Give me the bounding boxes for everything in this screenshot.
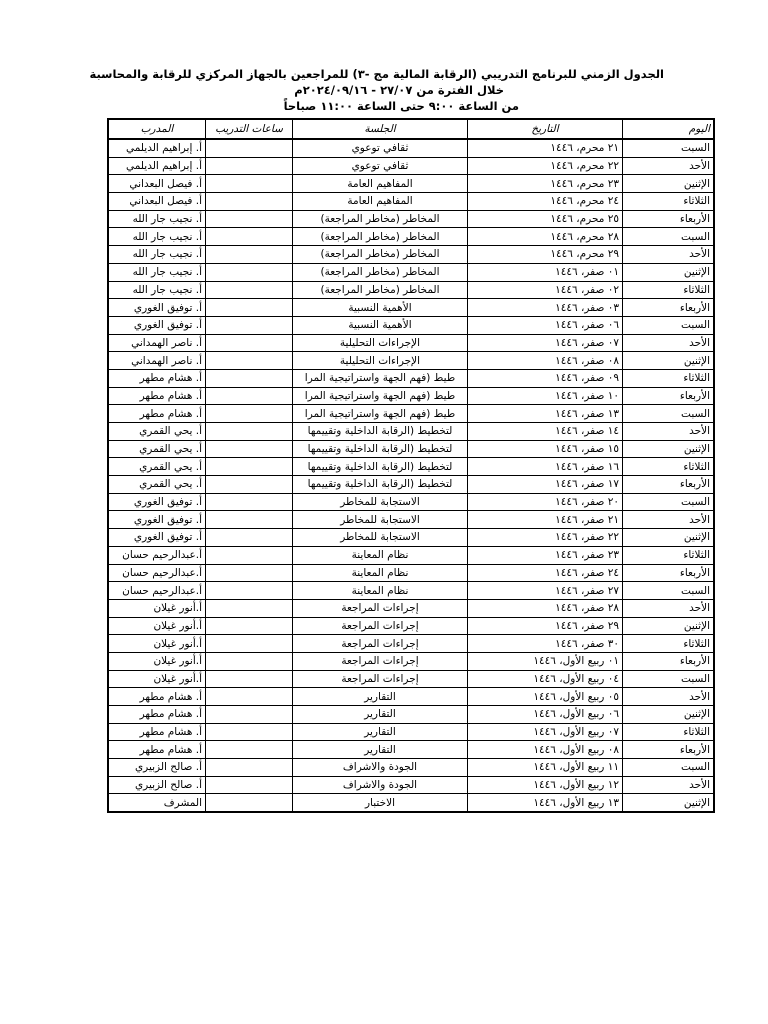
trainer-cell: أ. يحي القمري [108, 476, 206, 494]
day-cell: الإثنين [623, 263, 715, 281]
session-cell: إجراءات المراجعة [293, 670, 468, 688]
table-row [108, 670, 714, 688]
hours-cell [206, 193, 293, 211]
day-cell: الإثنين [623, 529, 715, 547]
date-cell: ٣٠ صفر، ١٤٤٦ [468, 635, 623, 653]
day-cell: الثلاثاء [623, 546, 715, 564]
session-cell: المخاطر (مخاطر المراجعة) [293, 281, 468, 299]
date-cell: ٢٠ صفر، ١٤٤٦ [468, 493, 623, 511]
date-cell: ٠٤ ربيع الأول، ١٤٤٦ [468, 670, 623, 688]
table-row [108, 423, 714, 441]
date-cell: ٠٦ صفر، ١٤٤٦ [468, 316, 623, 334]
trainer-cell: أ. ناصر الهمداني [108, 334, 206, 352]
date-cell: ٢٩ محرم، ١٤٤٦ [468, 246, 623, 264]
session-cell: لتخطيط (الرقابة الداخلية وتقييمها [293, 458, 468, 476]
session-cell: نظام المعاينة [293, 582, 468, 600]
day-cell: السبت [623, 670, 715, 688]
column-header-session: الجلسة [293, 119, 468, 139]
day-cell: الإثنين [623, 440, 715, 458]
table-row [108, 246, 714, 264]
day-cell: الثلاثاء [623, 193, 715, 211]
table-header-row [108, 119, 714, 139]
day-cell: السبت [623, 228, 715, 246]
session-cell: الاستجابة للمخاطر [293, 529, 468, 547]
hours-cell [206, 369, 293, 387]
day-cell: الأربعاء [623, 741, 715, 759]
hours-cell [206, 423, 293, 441]
column-header-hours: ساعات التدريب [206, 119, 293, 139]
table-row [108, 741, 714, 759]
table-row [108, 387, 714, 405]
day-cell: الأربعاء [623, 299, 715, 317]
day-cell: السبت [623, 405, 715, 423]
hours-cell [206, 564, 293, 582]
hours-cell [206, 228, 293, 246]
table-row [108, 316, 714, 334]
hours-cell [206, 652, 293, 670]
session-cell: إجراءات المراجعة [293, 635, 468, 653]
session-cell: نظام المعاينة [293, 546, 468, 564]
day-cell: الثلاثاء [623, 281, 715, 299]
hours-cell [206, 299, 293, 317]
trainer-cell: أ. نجيب جار الله [108, 246, 206, 264]
trainer-cell: أ. نجيب جار الله [108, 263, 206, 281]
date-cell: ١٢ ربيع الأول، ١٤٤٦ [468, 776, 623, 794]
hours-cell [206, 546, 293, 564]
hours-cell [206, 776, 293, 794]
day-cell: الإثنين [623, 706, 715, 724]
trainer-cell: أ. يحي القمري [108, 458, 206, 476]
day-cell: الأحد [623, 599, 715, 617]
day-cell: الأربعاء [623, 476, 715, 494]
date-cell: ٢٩ صفر، ١٤٤٦ [468, 617, 623, 635]
table-row [108, 440, 714, 458]
trainer-cell: أ. إبراهيم الديلمي [108, 139, 206, 157]
date-cell: ٢١ محرم، ١٤٤٦ [468, 139, 623, 157]
trainer-cell: المشرف [108, 794, 206, 812]
date-cell: ٠٧ صفر، ١٤٤٦ [468, 334, 623, 352]
hours-cell [206, 759, 293, 777]
session-cell: ثقافي توعوي [293, 139, 468, 157]
trainer-cell: أ.عبدالرحيم حسان [108, 564, 206, 582]
session-cell: لتخطيط (الرقابة الداخلية وتقييمها [293, 476, 468, 494]
session-cell: طيط (فهم الجهة واستراتيجية المرا [293, 405, 468, 423]
hours-cell [206, 476, 293, 494]
session-cell: إجراءات المراجعة [293, 652, 468, 670]
date-cell: ٠٨ ربيع الأول، ١٤٤٦ [468, 741, 623, 759]
table-row [108, 139, 714, 157]
date-cell: ١٥ صفر، ١٤٤٦ [468, 440, 623, 458]
session-cell: الأهمية النسبية [293, 299, 468, 317]
table-row [108, 175, 714, 193]
date-cell: ٢٤ صفر، ١٤٤٦ [468, 564, 623, 582]
date-cell: ١١ ربيع الأول، ١٤٤٦ [468, 759, 623, 777]
date-cell: ٠٧ ربيع الأول، ١٤٤٦ [468, 723, 623, 741]
date-cell: ٠٨ صفر، ١٤٤٦ [468, 352, 623, 370]
date-cell: ١٠ صفر، ١٤٤٦ [468, 387, 623, 405]
date-cell: ١٣ صفر، ١٤٤٦ [468, 405, 623, 423]
date-cell: ١٧ صفر، ١٤٤٦ [468, 476, 623, 494]
date-cell: ٢٤ محرم، ١٤٤٦ [468, 193, 623, 211]
session-cell: الجودة والاشراف [293, 759, 468, 777]
day-cell: الأحد [623, 334, 715, 352]
hours-cell [206, 175, 293, 193]
schedule-title: الجدول الزمني للبرنامج التدريبي (الرقابة المالية مج -٣) للمراجعين بالجهاز المركزي للرقابة والمحاسبة [89, 67, 664, 81]
table-row [108, 599, 714, 617]
trainer-cell: أ. توفيق الغوري [108, 316, 206, 334]
session-cell: ثقافي توعوي [293, 157, 468, 175]
hours-cell [206, 617, 293, 635]
day-cell: الأربعاء [623, 387, 715, 405]
day-cell: الأحد [623, 246, 715, 264]
trainer-cell: أ. هشام مطهر [108, 723, 206, 741]
trainer-cell: أ. توفيق الغوري [108, 511, 206, 529]
session-cell: الجودة والاشراف [293, 776, 468, 794]
trainer-cell: أ. صالح الزبيري [108, 759, 206, 777]
trainer-cell: أ. إبراهيم الديلمي [108, 157, 206, 175]
hours-cell [206, 723, 293, 741]
session-cell: المخاطر (مخاطر المراجعة) [293, 246, 468, 264]
session-cell: التقارير [293, 688, 468, 706]
trainer-cell: أ.أنور غيلان [108, 652, 206, 670]
trainer-cell: أ.أنور غيلان [108, 599, 206, 617]
session-cell: المفاهيم العامة [293, 193, 468, 211]
date-cell: ٢٥ محرم، ١٤٤٦ [468, 210, 623, 228]
date-cell: ١٤ صفر، ١٤٤٦ [468, 423, 623, 441]
session-cell: طيط (فهم الجهة واستراتيجية المرا [293, 369, 468, 387]
table-row [108, 564, 714, 582]
date-cell: ٠٩ صفر، ١٤٤٦ [468, 369, 623, 387]
trainer-cell: أ. صالح الزبيري [108, 776, 206, 794]
session-cell: الاستجابة للمخاطر [293, 511, 468, 529]
session-cell: الإجراءات التحليلية [293, 334, 468, 352]
day-cell: الثلاثاء [623, 458, 715, 476]
table-row [108, 723, 714, 741]
table-row [108, 617, 714, 635]
hours-cell [206, 316, 293, 334]
hours-cell [206, 139, 293, 157]
table-row [108, 476, 714, 494]
table-row [108, 706, 714, 724]
day-cell: السبت [623, 582, 715, 600]
trainer-cell: أ.عبدالرحيم حسان [108, 546, 206, 564]
table-row [108, 511, 714, 529]
trainer-cell: أ. توفيق الغوري [108, 529, 206, 547]
session-cell: المخاطر (مخاطر المراجعة) [293, 210, 468, 228]
session-cell: الإجراءات التحليلية [293, 352, 468, 370]
hours-cell [206, 210, 293, 228]
table-row [108, 193, 714, 211]
session-cell: المخاطر (مخاطر المراجعة) [293, 263, 468, 281]
hours-cell [206, 635, 293, 653]
hours-cell [206, 263, 293, 281]
day-cell: الأحد [623, 688, 715, 706]
date-cell: ٢٢ محرم، ١٤٤٦ [468, 157, 623, 175]
session-cell: لتخطيط (الرقابة الداخلية وتقييمها [293, 440, 468, 458]
hours-cell [206, 458, 293, 476]
hours-cell [206, 246, 293, 264]
day-cell: الأحد [623, 776, 715, 794]
trainer-cell: أ.أنور غيلان [108, 670, 206, 688]
day-cell: السبت [623, 139, 715, 157]
trainer-cell: أ.أنور غيلان [108, 635, 206, 653]
date-cell: ٢٨ صفر، ١٤٤٦ [468, 599, 623, 617]
hours-cell [206, 529, 293, 547]
trainer-cell: أ. هشام مطهر [108, 387, 206, 405]
hours-cell [206, 281, 293, 299]
table-row [108, 688, 714, 706]
day-cell: الأحد [623, 157, 715, 175]
hours-cell [206, 405, 293, 423]
column-header-trainer: المدرب [108, 119, 206, 139]
day-cell: الثلاثاء [623, 635, 715, 653]
day-cell: الثلاثاء [623, 723, 715, 741]
table-body [108, 139, 714, 812]
hours-cell [206, 741, 293, 759]
hours-cell [206, 670, 293, 688]
document-header [89, 66, 664, 114]
trainer-cell: أ. نجيب جار الله [108, 210, 206, 228]
date-cell: ٢٧ صفر، ١٤٤٦ [468, 582, 623, 600]
hours-cell [206, 493, 293, 511]
day-cell: الثلاثاء [623, 369, 715, 387]
table-row [108, 263, 714, 281]
trainer-cell: أ.أنور غيلان [108, 617, 206, 635]
session-cell: نظام المعاينة [293, 564, 468, 582]
schedule-period: خلال الفترة من ٢٧/٠٧ - ٢٠٢٤/٠٩/١٦م [294, 83, 504, 97]
date-cell: ٠٦ ربيع الأول، ١٤٤٦ [468, 706, 623, 724]
hours-cell [206, 794, 293, 812]
trainer-cell: أ. نجيب جار الله [108, 228, 206, 246]
trainer-cell: أ. هشام مطهر [108, 741, 206, 759]
table-row [108, 352, 714, 370]
day-cell: الأربعاء [623, 652, 715, 670]
session-cell: طيط (فهم الجهة واستراتيجية المرا [293, 387, 468, 405]
day-cell: الأحد [623, 423, 715, 441]
date-cell: ٠١ صفر، ١٤٤٦ [468, 263, 623, 281]
column-header-date: التاريخ [468, 119, 623, 139]
trainer-cell: أ. هشام مطهر [108, 405, 206, 423]
table-row [108, 228, 714, 246]
hours-cell [206, 440, 293, 458]
date-cell: ٢٢ صفر، ١٤٤٦ [468, 529, 623, 547]
date-cell: ٠٣ صفر، ١٤٤٦ [468, 299, 623, 317]
table-row [108, 334, 714, 352]
session-cell: التقارير [293, 741, 468, 759]
date-cell: ٢٣ صفر، ١٤٤٦ [468, 546, 623, 564]
date-cell: ١٦ صفر، ١٤٤٦ [468, 458, 623, 476]
session-cell: التقارير [293, 706, 468, 724]
day-cell: السبت [623, 316, 715, 334]
trainer-cell: أ. نجيب جار الله [108, 281, 206, 299]
hours-cell [206, 511, 293, 529]
table-row [108, 759, 714, 777]
hours-cell [206, 688, 293, 706]
session-cell: إجراءات المراجعة [293, 599, 468, 617]
column-header-day: اليوم [623, 119, 715, 139]
session-cell: الأهمية النسبية [293, 316, 468, 334]
day-cell: الإثنين [623, 617, 715, 635]
session-cell: التقارير [293, 723, 468, 741]
table-row [108, 458, 714, 476]
table-row [108, 776, 714, 794]
day-cell: الإثنين [623, 175, 715, 193]
trainer-cell: أ. هشام مطهر [108, 369, 206, 387]
session-cell: المخاطر (مخاطر المراجعة) [293, 228, 468, 246]
day-cell: السبت [623, 493, 715, 511]
table-row [108, 369, 714, 387]
day-cell: الأربعاء [623, 564, 715, 582]
date-cell: ٢٨ محرم، ١٤٤٦ [468, 228, 623, 246]
trainer-cell: أ. فيصل البعداني [108, 193, 206, 211]
hours-cell [206, 599, 293, 617]
date-cell: ٢١ صفر، ١٤٤٦ [468, 511, 623, 529]
table-row [108, 157, 714, 175]
trainer-cell: أ. توفيق الغوري [108, 493, 206, 511]
day-cell: الإثنين [623, 794, 715, 812]
schedule-hours: من الساعة ٩:٠٠ حتى الساعة ١١:٠٠ صباحاً [283, 99, 519, 113]
day-cell: الأحد [623, 511, 715, 529]
hours-cell [206, 582, 293, 600]
date-cell: ١٣ ربيع الأول، ١٤٤٦ [468, 794, 623, 812]
day-cell: السبت [623, 759, 715, 777]
session-cell: الاختبار [293, 794, 468, 812]
day-cell: الأربعاء [623, 210, 715, 228]
table-row [108, 405, 714, 423]
hours-cell [206, 706, 293, 724]
hours-cell [206, 352, 293, 370]
table-row [108, 546, 714, 564]
table-row [108, 281, 714, 299]
table-row [108, 794, 714, 812]
session-cell: الاستجابة للمخاطر [293, 493, 468, 511]
trainer-cell: أ. هشام مطهر [108, 688, 206, 706]
date-cell: ٠٥ ربيع الأول، ١٤٤٦ [468, 688, 623, 706]
trainer-cell: أ. هشام مطهر [108, 706, 206, 724]
table-row [108, 529, 714, 547]
schedule-table [107, 118, 715, 813]
table-row [108, 652, 714, 670]
table-row [108, 493, 714, 511]
trainer-cell: أ. توفيق الغوري [108, 299, 206, 317]
trainer-cell: أ. يحي القمري [108, 423, 206, 441]
table-row [108, 635, 714, 653]
date-cell: ٢٣ محرم، ١٤٤٦ [468, 175, 623, 193]
table-row [108, 210, 714, 228]
hours-cell [206, 157, 293, 175]
table-row [108, 582, 714, 600]
trainer-cell: أ.عبدالرحيم حسان [108, 582, 206, 600]
trainer-cell: أ. يحي القمري [108, 440, 206, 458]
date-cell: ٠١ ربيع الأول، ١٤٤٦ [468, 652, 623, 670]
session-cell: المفاهيم العامة [293, 175, 468, 193]
session-cell: لتخطيط (الرقابة الداخلية وتقييمها [293, 423, 468, 441]
hours-cell [206, 387, 293, 405]
trainer-cell: أ. ناصر الهمداني [108, 352, 206, 370]
date-cell: ٠٢ صفر، ١٤٤٦ [468, 281, 623, 299]
table-row [108, 299, 714, 317]
trainer-cell: أ. فيصل البعداني [108, 175, 206, 193]
day-cell: الإثنين [623, 352, 715, 370]
session-cell: إجراءات المراجعة [293, 617, 468, 635]
hours-cell [206, 334, 293, 352]
